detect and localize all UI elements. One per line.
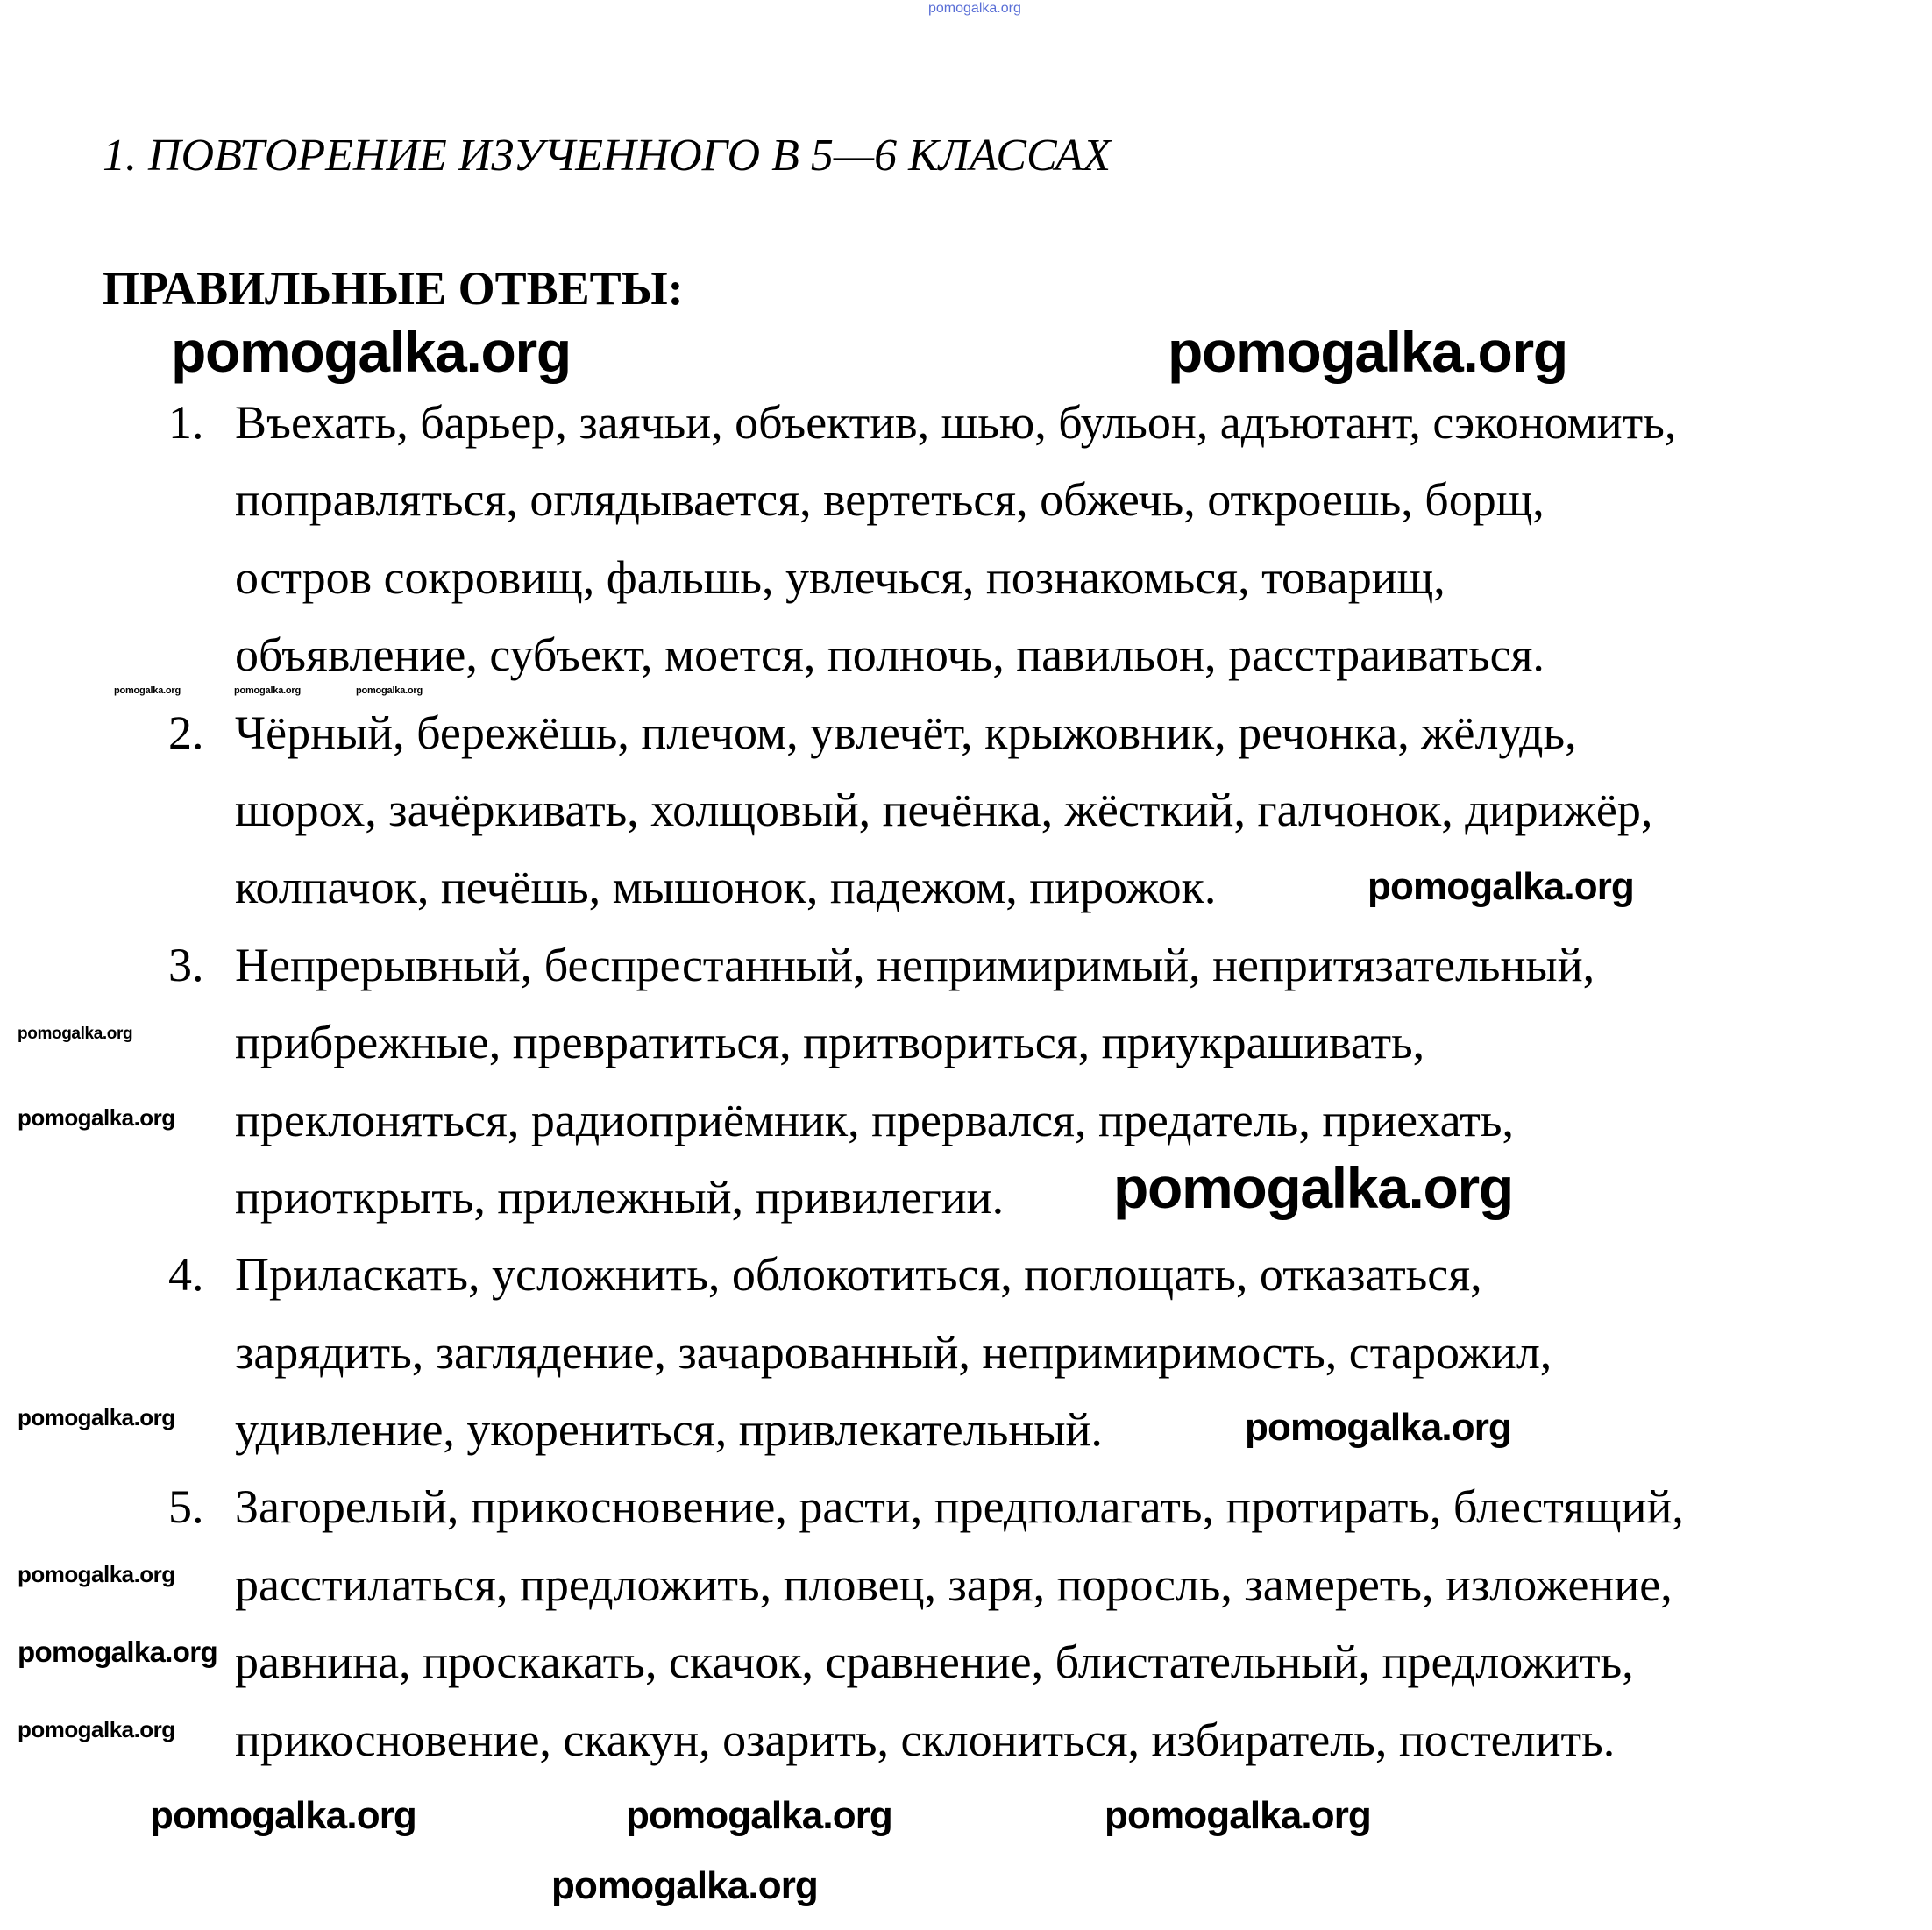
section-title: 1. ПОВТОРЕНИЕ ИЗУЧЕННОГО В 5—6 КЛАССАХ: [103, 131, 1112, 181]
watermark: pomogalka.org: [18, 1025, 133, 1043]
watermark: pomogalka.org: [1168, 319, 1567, 384]
answers-heading: ПРАВИЛЬНЫЕ ОТВЕТЫ:: [103, 262, 684, 315]
answer-text: Непрерывный, беспрестанный, непримиримый, непритязательный,: [235, 938, 1595, 991]
watermark: pomogalka.org: [1245, 1406, 1511, 1449]
watermark: pomogalka.org: [150, 1794, 416, 1837]
answer-text: равнина, проскакать, скачок, сравнение, блистательный, предложить,: [235, 1636, 1634, 1689]
watermark: pomogalka.org: [18, 1404, 175, 1430]
answer-text: колпачок, печёшь, мышонок, падежом, пирожок.: [235, 861, 1217, 914]
answer-text: Приласкать, усложнить, облокотиться, поглощать, отказаться,: [235, 1248, 1482, 1302]
item-number: 2.: [168, 706, 204, 759]
answer-text: зарядить, заглядение, зачарованный, непримиримость, старожил,: [235, 1325, 1552, 1379]
answer-text: шорох, зачёркивать, холщовый, печёнка, жёсткий, галчонок, дирижёр,: [235, 783, 1653, 836]
watermark: pomogalka.org: [1113, 1155, 1513, 1220]
watermark: pomogalka.org: [1367, 865, 1634, 908]
watermark: pomogalka.org: [18, 1561, 175, 1587]
answer-text: расстилаться, предложить, пловец, заря, поросль, замереть, изложение,: [235, 1557, 1673, 1611]
item-number: 5.: [168, 1480, 204, 1534]
item-number: 4.: [168, 1248, 204, 1302]
item-number: 3.: [168, 938, 204, 991]
answer-text: прикосновение, скакун, озарить, склониться, избиратель, постелить.: [235, 1713, 1616, 1766]
watermark: pomogalka.org: [551, 1864, 818, 1907]
answer-text: Загорелый, прикосновение, расти, предполагать, протирать, блестящий,: [235, 1480, 1684, 1534]
watermark: pomogalka.org: [356, 685, 423, 696]
header-watermark: pomogalka.org: [928, 1, 1021, 16]
watermark: pomogalka.org: [234, 685, 301, 696]
watermark: pomogalka.org: [114, 685, 181, 696]
answer-text: преклоняться, радиоприёмник, прервался, предатель, приехать,: [235, 1093, 1514, 1146]
answer-text: объявление, субъект, моется, полночь, павильон, расстраиваться.: [235, 628, 1545, 682]
answer-text: прибрежные, превратиться, притвориться, приукрашивать,: [235, 1016, 1425, 1069]
watermark: pomogalka.org: [18, 1636, 217, 1668]
answer-text: поправляться, оглядывается, вертеться, обжечь, откроешь, борщ,: [235, 473, 1545, 527]
answer-text: остров сокровищ, фальшь, увлечься, познакомься, товарищ,: [235, 550, 1445, 604]
answer-text: приоткрыть, прилежный, привилегии.: [235, 1170, 1005, 1224]
watermark: pomogalka.org: [18, 1104, 175, 1131]
watermark: pomogalka.org: [171, 319, 571, 384]
answer-text: Чёрный, бережёшь, плечом, увлечёт, крыжовник, речонка, жёлудь,: [235, 706, 1577, 759]
answer-text: Въехать, барьер, заячьи, объектив, шью, бульон, адъютант, сэкономить,: [235, 396, 1677, 449]
answer-text: удивление, укорениться, привлекательный.: [235, 1403, 1103, 1457]
watermark: pomogalka.org: [1105, 1794, 1371, 1837]
watermark: pomogalka.org: [626, 1794, 892, 1837]
watermark: pomogalka.org: [18, 1716, 175, 1742]
item-number: 1.: [168, 396, 204, 449]
